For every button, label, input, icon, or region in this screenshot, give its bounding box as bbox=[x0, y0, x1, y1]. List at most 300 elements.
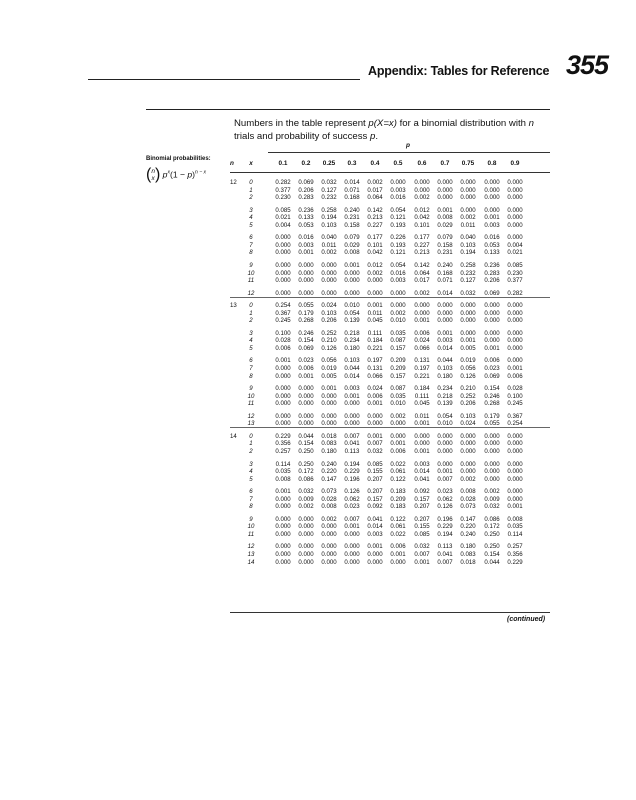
column-header-p: 0.4 bbox=[370, 160, 380, 167]
probability-cell: 0.001 bbox=[414, 420, 430, 428]
probability-cell: 0.066 bbox=[414, 344, 430, 352]
probability-cell: 0.086 bbox=[484, 515, 500, 523]
probability-cell: 0.000 bbox=[507, 179, 523, 186]
probability-cell: 0.183 bbox=[390, 488, 406, 496]
probability-cell: 0.001 bbox=[390, 440, 406, 448]
probability-cell: 0.000 bbox=[460, 440, 476, 448]
probability-cell: 0.000 bbox=[275, 365, 291, 372]
row-x-value: 6 bbox=[249, 488, 253, 496]
probability-cell: 0.000 bbox=[437, 440, 453, 448]
probability-cell: 0.154 bbox=[484, 551, 500, 558]
probability-cell: 0.000 bbox=[484, 206, 500, 214]
probability-cell: 0.000 bbox=[321, 400, 337, 408]
probability-cell: 0.003 bbox=[437, 337, 453, 345]
p-axis-label: p bbox=[406, 142, 410, 149]
probability-cell: 0.000 bbox=[390, 179, 406, 186]
probability-cell: 0.000 bbox=[275, 269, 291, 277]
probability-cell: 0.003 bbox=[298, 241, 314, 249]
probability-cell: 0.000 bbox=[484, 468, 500, 476]
probability-cell: 0.000 bbox=[275, 400, 291, 408]
probability-cell: 0.041 bbox=[437, 551, 453, 558]
probability-cell: 0.250 bbox=[298, 460, 314, 468]
probability-cell: 0.111 bbox=[367, 329, 383, 337]
probability-cell: 0.000 bbox=[344, 551, 360, 558]
probability-cell: 0.000 bbox=[460, 179, 476, 186]
column-header-p: 0.5 bbox=[393, 160, 403, 167]
probability-cell: 0.008 bbox=[507, 515, 523, 523]
probability-cell: 0.001 bbox=[344, 261, 360, 269]
probability-cell: 0.000 bbox=[275, 495, 291, 503]
probability-cell: 0.157 bbox=[390, 344, 406, 352]
table-bottom-rule bbox=[230, 612, 550, 613]
probability-cell: 0.092 bbox=[414, 488, 430, 496]
probability-cell: 0.000 bbox=[275, 277, 291, 285]
probability-cell: 0.003 bbox=[367, 530, 383, 538]
caption-suffix: trials and probability of success bbox=[234, 130, 370, 142]
probability-cell: 0.054 bbox=[390, 261, 406, 269]
probability-cell: 0.147 bbox=[321, 475, 337, 483]
probability-cell: 0.154 bbox=[298, 440, 314, 448]
row-x-value: 7 bbox=[249, 241, 253, 249]
probability-cell: 0.101 bbox=[414, 221, 430, 229]
probability-cell: 0.155 bbox=[414, 523, 430, 531]
probability-cell: 0.114 bbox=[507, 530, 523, 538]
probability-cell: 0.000 bbox=[298, 515, 314, 523]
probability-cell: 0.000 bbox=[321, 523, 337, 531]
column-header-p: 0.1 bbox=[278, 160, 288, 167]
probability-cell: 0.044 bbox=[298, 432, 314, 440]
probability-cell: 0.180 bbox=[460, 543, 476, 551]
probability-cell: 0.045 bbox=[414, 400, 430, 408]
probability-cell: 0.221 bbox=[414, 372, 430, 380]
probability-cell: 0.218 bbox=[344, 329, 360, 337]
probability-cell: 0.028 bbox=[275, 337, 291, 345]
probability-cell: 0.184 bbox=[414, 385, 430, 393]
probability-cell: 0.010 bbox=[344, 302, 360, 310]
header-rule bbox=[88, 79, 360, 80]
probability-cell: 0.126 bbox=[460, 372, 476, 380]
probability-cell: 0.282 bbox=[275, 179, 291, 186]
probability-cell: 0.194 bbox=[321, 214, 337, 222]
row-x-value: 8 bbox=[249, 372, 253, 380]
probability-cell: 0.000 bbox=[298, 530, 314, 538]
probability-cell: 0.000 bbox=[484, 447, 500, 455]
probability-cell: 0.002 bbox=[390, 412, 406, 420]
probability-cell: 0.252 bbox=[460, 392, 476, 400]
row-x-value: 9 bbox=[249, 515, 253, 523]
probability-cell: 0.000 bbox=[321, 530, 337, 538]
probability-cell: 0.019 bbox=[460, 357, 476, 365]
probability-cell: 0.000 bbox=[275, 289, 291, 297]
formula-p2: p bbox=[187, 169, 193, 180]
probability-cell: 0.356 bbox=[275, 440, 291, 448]
probability-cell: 0.206 bbox=[298, 186, 314, 194]
caption-n: n bbox=[528, 118, 534, 129]
probability-cell: 0.061 bbox=[390, 523, 406, 531]
probability-cell: 0.053 bbox=[298, 221, 314, 229]
probability-cell: 0.004 bbox=[275, 221, 291, 229]
probability-cell: 0.000 bbox=[437, 460, 453, 468]
probability-cell: 0.206 bbox=[321, 317, 337, 325]
probability-cell: 0.028 bbox=[460, 495, 476, 503]
probability-cell: 0.000 bbox=[298, 400, 314, 408]
probability-cell: 0.002 bbox=[367, 269, 383, 277]
formula-close: ) bbox=[192, 169, 196, 180]
probability-cell: 0.114 bbox=[275, 460, 291, 468]
probability-cell: 0.000 bbox=[275, 558, 291, 566]
group-n-value: 12 bbox=[230, 179, 237, 186]
probability-cell: 0.024 bbox=[460, 420, 476, 428]
probability-cell: 0.007 bbox=[367, 440, 383, 448]
probability-cell: 0.017 bbox=[367, 186, 383, 194]
row-x-value: 2 bbox=[249, 317, 253, 325]
probability-cell: 0.000 bbox=[367, 551, 383, 558]
probability-cell: 0.003 bbox=[484, 221, 500, 229]
probability-cell: 0.029 bbox=[437, 221, 453, 229]
probability-cell: 0.000 bbox=[344, 289, 360, 297]
probability-cell: 0.021 bbox=[507, 249, 523, 257]
probability-cell: 0.142 bbox=[414, 261, 430, 269]
row-x-value: 0 bbox=[249, 179, 253, 186]
probability-cell: 0.006 bbox=[484, 357, 500, 365]
probability-cell: 0.180 bbox=[344, 344, 360, 352]
probability-cell: 0.103 bbox=[437, 365, 453, 372]
probability-cell: 0.009 bbox=[298, 495, 314, 503]
probability-cell: 0.001 bbox=[460, 337, 476, 345]
probability-cell: 0.236 bbox=[484, 261, 500, 269]
probability-cell: 0.000 bbox=[298, 420, 314, 428]
running-header-title: Appendix: Tables for Reference bbox=[368, 64, 550, 78]
probability-cell: 0.024 bbox=[321, 302, 337, 310]
probability-cell: 0.000 bbox=[507, 460, 523, 468]
probability-cell: 0.100 bbox=[275, 329, 291, 337]
probability-cell: 0.147 bbox=[460, 515, 476, 523]
probability-cell: 0.206 bbox=[460, 400, 476, 408]
probability-cell: 0.000 bbox=[367, 558, 383, 566]
probability-cell: 0.177 bbox=[367, 234, 383, 242]
row-x-value: 7 bbox=[249, 365, 253, 372]
probability-cell: 0.000 bbox=[460, 302, 476, 310]
probability-cell: 0.002 bbox=[321, 515, 337, 523]
probability-cell: 0.246 bbox=[484, 392, 500, 400]
probability-cell: 0.172 bbox=[484, 523, 500, 531]
probability-cell: 0.018 bbox=[460, 558, 476, 566]
probability-cell: 0.040 bbox=[460, 234, 476, 242]
probability-cell: 0.024 bbox=[367, 385, 383, 393]
probability-cell: 0.000 bbox=[507, 357, 523, 365]
probability-cell: 0.008 bbox=[460, 488, 476, 496]
probability-cell: 0.055 bbox=[484, 420, 500, 428]
probability-cell: 0.000 bbox=[460, 317, 476, 325]
probability-cell: 0.014 bbox=[344, 179, 360, 186]
probability-cell: 0.023 bbox=[298, 357, 314, 365]
row-x-value: 1 bbox=[249, 440, 253, 448]
probability-cell: 0.000 bbox=[298, 543, 314, 551]
probability-cell: 0.101 bbox=[367, 241, 383, 249]
probability-cell: 0.000 bbox=[275, 392, 291, 400]
probability-cell: 0.001 bbox=[275, 488, 291, 496]
p-axis-rule bbox=[268, 152, 550, 153]
probability-cell: 0.007 bbox=[344, 515, 360, 523]
probability-cell: 0.016 bbox=[390, 194, 406, 202]
probability-cell: 0.042 bbox=[414, 214, 430, 222]
probability-cell: 0.006 bbox=[507, 372, 523, 380]
row-x-value: 12 bbox=[247, 289, 255, 297]
probability-cell: 0.245 bbox=[507, 400, 523, 408]
probability-cell: 0.157 bbox=[367, 495, 383, 503]
probability-cell: 0.018 bbox=[321, 432, 337, 440]
probability-cell: 0.000 bbox=[275, 543, 291, 551]
probability-cell: 0.157 bbox=[414, 495, 430, 503]
probability-cell: 0.000 bbox=[484, 337, 500, 345]
probability-cell: 0.000 bbox=[437, 186, 453, 194]
probability-cell: 0.000 bbox=[507, 495, 523, 503]
probability-cell: 0.229 bbox=[344, 468, 360, 476]
probability-cell: 0.069 bbox=[484, 372, 500, 380]
probability-cell: 0.193 bbox=[390, 241, 406, 249]
probability-cell: 0.006 bbox=[414, 329, 430, 337]
probability-cell: 0.000 bbox=[507, 440, 523, 448]
probability-cell: 0.000 bbox=[275, 420, 291, 428]
probability-cell: 0.179 bbox=[298, 309, 314, 317]
probability-cell: 0.000 bbox=[437, 317, 453, 325]
probability-cell: 0.000 bbox=[484, 475, 500, 483]
probability-cell: 0.000 bbox=[275, 503, 291, 511]
probability-cell: 0.000 bbox=[437, 309, 453, 317]
row-x-value: 4 bbox=[249, 214, 253, 222]
row-x-value: 7 bbox=[249, 495, 253, 503]
row-x-value: 11 bbox=[247, 277, 255, 285]
row-x-value: 13 bbox=[247, 551, 255, 558]
probability-cell: 0.000 bbox=[275, 530, 291, 538]
column-header-p: 0.2 bbox=[301, 160, 311, 167]
probability-cell: 0.066 bbox=[367, 372, 383, 380]
probability-cell: 0.007 bbox=[344, 432, 360, 440]
row-x-value: 3 bbox=[249, 460, 253, 468]
probability-cell: 0.282 bbox=[507, 289, 523, 297]
probability-cell: 0.184 bbox=[367, 337, 383, 345]
probability-cell: 0.000 bbox=[437, 194, 453, 202]
probability-cell: 0.000 bbox=[298, 523, 314, 531]
probability-cell: 0.229 bbox=[507, 558, 523, 566]
probability-cell: 0.001 bbox=[298, 249, 314, 257]
probability-cell: 0.000 bbox=[484, 302, 500, 310]
probability-cell: 0.028 bbox=[507, 385, 523, 393]
probability-cell: 0.000 bbox=[321, 420, 337, 428]
probability-cell: 0.121 bbox=[390, 249, 406, 257]
probability-cell: 0.000 bbox=[298, 277, 314, 285]
probability-cell: 0.000 bbox=[460, 309, 476, 317]
table-top-rule bbox=[146, 109, 550, 110]
probability-cell: 0.250 bbox=[484, 530, 500, 538]
probability-cell: 0.001 bbox=[414, 447, 430, 455]
probability-cell: 0.061 bbox=[390, 468, 406, 476]
probability-cell: 0.062 bbox=[344, 495, 360, 503]
probability-cell: 0.221 bbox=[367, 344, 383, 352]
probability-cell: 0.000 bbox=[507, 309, 523, 317]
probability-cell: 0.000 bbox=[507, 206, 523, 214]
probability-cell: 0.000 bbox=[298, 269, 314, 277]
probability-cell: 0.000 bbox=[298, 392, 314, 400]
probability-cell: 0.103 bbox=[460, 412, 476, 420]
probability-cell: 0.000 bbox=[507, 468, 523, 476]
probability-cell: 0.367 bbox=[507, 412, 523, 420]
probability-cell: 0.008 bbox=[321, 503, 337, 511]
probability-cell: 0.177 bbox=[414, 234, 430, 242]
probability-cell: 0.001 bbox=[414, 558, 430, 566]
probability-cell: 0.000 bbox=[460, 460, 476, 468]
probability-cell: 0.073 bbox=[321, 488, 337, 496]
probability-cell: 0.087 bbox=[390, 385, 406, 393]
probability-cell: 0.367 bbox=[275, 309, 291, 317]
row-x-value: 12 bbox=[247, 543, 255, 551]
probability-cell: 0.000 bbox=[484, 317, 500, 325]
probability-cell: 0.006 bbox=[390, 447, 406, 455]
probability-cell: 0.000 bbox=[321, 558, 337, 566]
probability-cell: 0.032 bbox=[414, 543, 430, 551]
row-x-value: 10 bbox=[247, 392, 255, 400]
probability-cell: 0.002 bbox=[298, 503, 314, 511]
probability-cell: 0.023 bbox=[484, 365, 500, 372]
probability-cell: 0.000 bbox=[507, 475, 523, 483]
column-header-p: 0.3 bbox=[347, 160, 357, 167]
probability-cell: 0.000 bbox=[275, 241, 291, 249]
probability-cell: 0.229 bbox=[437, 523, 453, 531]
probability-cell: 0.085 bbox=[414, 530, 430, 538]
probability-cell: 0.218 bbox=[437, 392, 453, 400]
probability-cell: 0.231 bbox=[344, 214, 360, 222]
probability-cell: 0.069 bbox=[298, 179, 314, 186]
probability-cell: 0.001 bbox=[344, 392, 360, 400]
probability-cell: 0.007 bbox=[414, 551, 430, 558]
probability-cell: 0.210 bbox=[321, 337, 337, 345]
row-x-value: 14 bbox=[247, 558, 255, 566]
probability-cell: 0.213 bbox=[414, 249, 430, 257]
probability-cell: 0.000 bbox=[484, 329, 500, 337]
probability-cell: 0.207 bbox=[367, 488, 383, 496]
row-x-value: 6 bbox=[249, 234, 253, 242]
probability-cell: 0.014 bbox=[367, 523, 383, 531]
probability-cell: 0.245 bbox=[275, 317, 291, 325]
probability-cell: 0.000 bbox=[321, 392, 337, 400]
probability-cell: 0.001 bbox=[367, 432, 383, 440]
column-header-n: n bbox=[230, 160, 234, 167]
column-header-p: 0.25 bbox=[322, 160, 336, 167]
probability-cell: 0.014 bbox=[437, 344, 453, 352]
probability-cell: 0.142 bbox=[367, 206, 383, 214]
caption-p: p bbox=[369, 130, 376, 142]
column-header-p: 0.9 bbox=[510, 160, 520, 167]
formula-mid: (1 − bbox=[169, 169, 188, 180]
probability-cell: 0.087 bbox=[390, 337, 406, 345]
probability-cell: 0.236 bbox=[298, 206, 314, 214]
probability-cell: 0.113 bbox=[437, 543, 453, 551]
column-header-p: 0.8 bbox=[487, 160, 497, 167]
probability-cell: 0.044 bbox=[344, 365, 360, 372]
probability-cell: 0.154 bbox=[298, 337, 314, 345]
probability-cell: 0.000 bbox=[507, 234, 523, 242]
probability-cell: 0.154 bbox=[484, 385, 500, 393]
probability-cell: 0.231 bbox=[437, 249, 453, 257]
column-header-p: 0.6 bbox=[417, 160, 427, 167]
probability-cell: 0.000 bbox=[460, 447, 476, 455]
probability-cell: 0.103 bbox=[344, 357, 360, 365]
probability-cell: 0.240 bbox=[437, 261, 453, 269]
probability-cell: 0.016 bbox=[484, 234, 500, 242]
probability-cell: 0.001 bbox=[344, 523, 360, 531]
probability-cell: 0.103 bbox=[460, 241, 476, 249]
probability-cell: 0.000 bbox=[507, 317, 523, 325]
probability-cell: 0.139 bbox=[437, 400, 453, 408]
caption-end: . bbox=[375, 130, 378, 142]
probability-cell: 0.131 bbox=[367, 365, 383, 372]
probability-cell: 0.000 bbox=[275, 372, 291, 380]
formula-exp: n − x bbox=[195, 169, 207, 176]
probability-cell: 0.035 bbox=[275, 468, 291, 476]
group-n-value: 13 bbox=[230, 302, 237, 310]
probability-cell: 0.086 bbox=[298, 475, 314, 483]
probability-cell: 0.258 bbox=[321, 206, 337, 214]
probability-cell: 0.133 bbox=[298, 214, 314, 222]
probability-cell: 0.230 bbox=[275, 194, 291, 202]
probability-cell: 0.000 bbox=[344, 269, 360, 277]
probability-cell: 0.209 bbox=[390, 365, 406, 372]
probability-cell: 0.000 bbox=[321, 289, 337, 297]
probability-cell: 0.001 bbox=[298, 372, 314, 380]
probability-cell: 0.002 bbox=[390, 309, 406, 317]
probability-cell: 0.246 bbox=[298, 329, 314, 337]
probability-cell: 0.041 bbox=[414, 475, 430, 483]
probability-cell: 0.000 bbox=[437, 302, 453, 310]
probability-cell: 0.012 bbox=[367, 261, 383, 269]
probability-cell: 0.071 bbox=[437, 277, 453, 285]
row-x-value: 13 bbox=[247, 420, 255, 428]
probability-cell: 0.054 bbox=[437, 412, 453, 420]
probability-cell: 0.000 bbox=[275, 551, 291, 558]
probability-cell: 0.283 bbox=[298, 194, 314, 202]
probability-cell: 0.007 bbox=[437, 558, 453, 566]
probability-cell: 0.000 bbox=[507, 221, 523, 229]
probability-cell: 0.000 bbox=[275, 523, 291, 531]
probability-cell: 0.003 bbox=[390, 186, 406, 194]
probability-cell: 0.000 bbox=[344, 558, 360, 566]
row-x-value: 5 bbox=[249, 475, 253, 483]
probability-cell: 0.001 bbox=[507, 503, 523, 511]
probability-cell: 0.220 bbox=[321, 468, 337, 476]
binomial-formula: (n x) $p^x(1 - p)^{n - x}$ bbox=[146, 166, 207, 183]
probability-cell: 0.011 bbox=[321, 241, 337, 249]
probability-cell: 0.010 bbox=[437, 420, 453, 428]
probability-cell: 0.003 bbox=[344, 385, 360, 393]
probability-cell: 0.001 bbox=[367, 302, 383, 310]
probability-cell: 0.000 bbox=[507, 186, 523, 194]
caption-prefix: Numbers in the table represent bbox=[234, 118, 369, 129]
probability-cell: 0.085 bbox=[367, 460, 383, 468]
probability-cell: 0.103 bbox=[321, 309, 337, 317]
probability-cell: 0.032 bbox=[321, 179, 337, 186]
probability-cell: 0.001 bbox=[484, 214, 500, 222]
probability-cell: 0.232 bbox=[460, 269, 476, 277]
probability-cell: 0.001 bbox=[507, 365, 523, 372]
probability-cell: 0.197 bbox=[367, 357, 383, 365]
probability-cell: 0.133 bbox=[484, 249, 500, 257]
row-x-value: 1 bbox=[249, 309, 253, 317]
probability-cell: 0.035 bbox=[390, 392, 406, 400]
column-header-rule bbox=[230, 172, 550, 173]
probability-cell: 0.083 bbox=[321, 440, 337, 448]
probability-cell: 0.053 bbox=[484, 241, 500, 249]
probability-cell: 0.180 bbox=[437, 372, 453, 380]
